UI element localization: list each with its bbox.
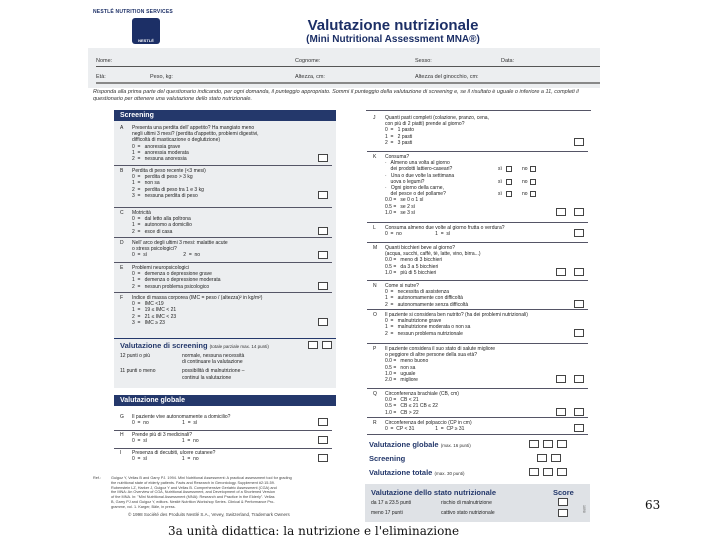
- answer-option: 3 = nessuna perdita di peso: [132, 192, 198, 199]
- patient-fields: [88, 48, 600, 88]
- score-box[interactable]: [318, 418, 328, 426]
- answer-option: 1.0 = più di 5 bicchieri: [385, 269, 437, 276]
- question-text: Il paziente si considera ben nutrito? (ha dei problemi nutrizionali): [385, 312, 528, 318]
- checkbox-no[interactable]: [530, 179, 536, 185]
- answer-option: · Ogni giorno della carne,: [385, 185, 444, 192]
- answer-option: · Una o due volte la settimana: [385, 172, 455, 179]
- score-box[interactable]: [574, 300, 584, 308]
- answer-option: 2 = esce di casa: [132, 228, 173, 235]
- answer-option: 0.0 = CB < 21: [385, 397, 419, 404]
- reference-line: Guigoz Y, Vellas B and Garry PJ. 1994. Mini Nutritional Assessment: A practical assessment tool for grading: [111, 476, 292, 480]
- score-box[interactable]: [308, 341, 318, 349]
- divider: [114, 430, 332, 431]
- divider: [367, 222, 588, 223]
- slide-footer: 3a unità didattica: la nutrizione e l'eliminazione: [168, 524, 460, 538]
- answer-option: 2.0 = migliore: [385, 377, 418, 384]
- field-altezza: Altezza, cm:: [295, 74, 325, 80]
- question-n: [373, 283, 588, 308]
- question-text: Presenza di decubiti, ulcere cutanee?: [132, 450, 216, 456]
- score-box[interactable]: [551, 454, 561, 462]
- total-title: Valutazione totale: [369, 468, 433, 477]
- answer-option: 0 = demenza o depressione grave: [132, 271, 212, 278]
- question-text: Come si nutre?: [385, 283, 419, 289]
- question-a: [120, 125, 332, 162]
- checkbox-no[interactable]: [530, 191, 536, 197]
- question-letter: E: [120, 265, 124, 271]
- divider: [367, 242, 588, 243]
- answer-option: 3 = IMC ≥ 23: [132, 319, 165, 326]
- answer-option: 0 = 1 pasto: [385, 127, 415, 134]
- score-box[interactable]: [318, 154, 328, 162]
- question-letter: K: [373, 154, 377, 160]
- checkbox-label-no: no: [522, 191, 528, 198]
- answer-option: 0 = sì 2 = no: [132, 252, 201, 259]
- form-title: Valutazione nutrizionale (Mini Nutritional Assessment MNA®): [306, 17, 480, 45]
- divider: [367, 309, 588, 310]
- score-box[interactable]: [318, 282, 328, 290]
- answer-option: 2 = nessun problema psicologico: [132, 283, 210, 290]
- checkbox-label-yes: sì: [498, 166, 502, 173]
- answer-option: 0 = IMC <19: [132, 301, 164, 308]
- answer-option: 0.5 = da 3 a 5 bicchieri: [385, 263, 439, 270]
- divider: [114, 292, 332, 293]
- checkbox-label-no: no: [522, 166, 528, 173]
- answer-option: 1 = non sa: [132, 180, 160, 187]
- total-row: [369, 454, 405, 463]
- question-text: Circonferenza brachiale (CB, cm): [385, 391, 459, 397]
- question-text: Quanti pasti completi (colazione, pranzo, cena,: [385, 115, 489, 121]
- form-code: 1098: [582, 505, 586, 513]
- screening-interpretation: 12 punti o più normale, nessuna necessità di continuare la valutazione 11 punti o meno possibilità di malnutrizione – continui la valutazione: [120, 353, 245, 381]
- answer-option: 0 = no 1 = sì: [132, 420, 198, 427]
- answer-option: 2 = nessuna anoressia: [132, 156, 187, 163]
- question-b: [120, 168, 332, 199]
- field-peso: Peso, kg:: [150, 74, 173, 80]
- question-o: [373, 312, 588, 337]
- score-box[interactable]: [318, 191, 328, 199]
- total-note: (max. 16 punti): [440, 443, 471, 448]
- field-cognome: Cognome:: [295, 58, 321, 64]
- divider: [114, 448, 332, 449]
- reference-line: the MNA: An Overview of CGA, Nutritional Assessment, and Development of a Shortened Version: [111, 490, 275, 495]
- answer-option: 2 = perdita di peso tra 1 e 3 kg: [132, 186, 204, 193]
- score-box[interactable]: [318, 318, 328, 326]
- question-letter: O: [373, 312, 377, 318]
- divider: [114, 262, 332, 263]
- answer-option: 0.5 = non sa: [385, 364, 416, 371]
- answer-option: 0.0 = meno buono: [385, 358, 429, 365]
- divider: [366, 110, 591, 111]
- answer-option: dei prodotti lattiero-caseari?: [385, 166, 453, 173]
- answer-option: 2 = 3 pasti: [385, 139, 413, 146]
- field-nome: Nome:: [96, 58, 113, 64]
- answer-option: 1 = demenza o depressione moderata: [132, 277, 221, 284]
- question-r: [373, 420, 588, 432]
- score-box[interactable]: [318, 454, 328, 462]
- instructions: Risponda alla prima parte del questionario indicando, per ogni domanda, il punteggio appropriato. Sommi il punteggio della valutazione di screening e, se il risultato è uguale o inferiore a 11, completi il questionario per ottenere una valutazione dello stato nutrizionale.: [93, 89, 579, 102]
- total-title: Screening: [369, 454, 406, 463]
- question-text: Il paziente considera il suo stato di salute migliore: [385, 346, 496, 352]
- question-letter: G: [120, 414, 124, 420]
- reference-line: Rubenstein LZ, Harker J, Guigoz Y and Vellas B. Comprehensive Geriatric Assessment (CGA) and: [111, 485, 277, 490]
- field-sesso: Sesso:: [415, 58, 432, 64]
- field-ginocchio: Altezza del ginocchio, cm:: [415, 74, 479, 80]
- divider: [367, 343, 588, 344]
- answer-option: 1 = 19 ≤ IMC < 21: [132, 307, 177, 314]
- answer-option: 1 = malnutrizione moderata o non sa: [385, 324, 471, 331]
- score-box[interactable]: [537, 454, 547, 462]
- question-text: Indice di massa corporea (IMC = peso / (altezza)² in kg/m²): [132, 295, 263, 301]
- score-box[interactable]: [318, 251, 328, 259]
- copyright: © 1998 Société des Produits Nestlé S.A., Vevey, Switzerland, Trademark Owners: [128, 512, 290, 517]
- score-box[interactable]: [574, 329, 584, 337]
- answer-option: uova o legumi?: [385, 178, 425, 185]
- score-box[interactable]: [543, 468, 553, 476]
- score-box[interactable]: [529, 440, 539, 448]
- question-text: Consuma almeno due volte al giorno frutta o verdura?: [385, 225, 505, 231]
- score-box[interactable]: [574, 424, 584, 432]
- question-letter: Q: [373, 391, 377, 397]
- checkbox-yes[interactable]: [506, 166, 512, 172]
- question-text: difficoltà di masticazione o deglutizione): [132, 137, 221, 144]
- answer-option: 0 = malnutrizione grave: [385, 318, 442, 325]
- score-box[interactable]: [556, 208, 566, 216]
- score-box[interactable]: [574, 408, 584, 416]
- total-title: Valutazione globale: [369, 440, 439, 449]
- question-k: [373, 154, 588, 216]
- divider: [367, 151, 588, 152]
- question-h: [120, 432, 332, 444]
- answer-option: 0 = perdita di peso > 3 kg: [132, 174, 193, 181]
- question-letter: C: [120, 210, 124, 216]
- answer-option: 0 = no 1 = sì: [385, 231, 451, 238]
- reference-line: B, Garry PJ and Guigoz Y, editors. Nestlé Nutrition Workshop Series. Clinical & Performance Pro-: [111, 499, 275, 504]
- checkbox-yes[interactable]: [506, 191, 512, 197]
- brand-label: NESTLÉ NUTRITION SERVICES: [93, 9, 173, 15]
- answer-option: · Almeno una volta al giorno: [385, 160, 450, 167]
- score-box[interactable]: [318, 436, 328, 444]
- question-text: o stress psicologici?: [132, 246, 177, 253]
- question-text: Quanti bicchieri beve al giorno?: [385, 245, 456, 251]
- question-text: (acqua, succhi, caffè, tè, latte, vino, birra...): [385, 251, 481, 258]
- question-letter: R: [373, 420, 377, 426]
- divider: [367, 280, 588, 281]
- score-box[interactable]: [543, 440, 553, 448]
- score-box[interactable]: [574, 375, 584, 383]
- question-text: Consuma?: [385, 154, 410, 160]
- question-letter: B: [120, 168, 124, 174]
- answer-option: 0.5 = CB ≤ 21 CB ≤ 22: [385, 403, 438, 410]
- status-box[interactable]: [558, 498, 568, 506]
- question-text: Il paziente vive autonomamente a domicilio?: [132, 414, 231, 420]
- question-letter: D: [120, 240, 124, 246]
- question-c: [120, 210, 332, 235]
- question-g: [120, 414, 332, 426]
- checkbox-label-yes: sì: [498, 191, 502, 198]
- score-box[interactable]: [557, 440, 567, 448]
- question-letter: P: [373, 346, 377, 352]
- score-box[interactable]: [574, 208, 584, 216]
- answer-option: 1.0 = CB > 22: [385, 409, 419, 416]
- question-text: Presenta una perdita dell' appetito? Ha mangiato meno: [132, 125, 255, 131]
- checkbox-no[interactable]: [530, 166, 536, 172]
- status-title: Valutazione dello stato nutrizionale: [371, 488, 497, 497]
- checkbox-label-no: no: [522, 178, 528, 185]
- question-text: Circonferenza del polpaccio (CP in cm): [385, 420, 472, 426]
- status-box[interactable]: [558, 509, 568, 517]
- divider: [367, 417, 588, 418]
- references: Ref.: Guigoz Y, Vellas B and Garry PJ. 1994. Mini Nutritional Assessment: A practical assessment tool for grading the nutritional state of elderly patients. Facts and Research in Gerontology. Supplement #2:15-59. Rubenstein LZ, Harker J, Guigoz Y and Vellas B. Comprehensive Geriatric Assessment (CGA) and the MNA: An Overview of CGA, Nutritional Assessment, and Development of a Shortened Version of the MNA. In: "Mini Nutritional Assessment (MNA): Research and Practice in the Elderly". Vellas B, Garry PJ and Guigoz Y, editors. Nestlé Nutrition Workshop Series. Clinical & Performance Pro- gramme, vol. 1. Karger, Bâle, in press.: [93, 476, 292, 509]
- answer-option: 1.0 = uguale: [385, 370, 416, 377]
- question-l: [373, 225, 588, 237]
- question-text: Problemi neuropsicologici: [132, 265, 189, 271]
- question-letter: M: [373, 245, 378, 251]
- mna-form-image: [88, 0, 600, 532]
- question-letter: F: [120, 295, 124, 301]
- question-letter: I: [120, 450, 122, 456]
- question-letter: H: [120, 432, 124, 438]
- answer-option: 0 = sì 1 = no: [132, 438, 199, 445]
- score-box[interactable]: [318, 227, 328, 235]
- total-note: (max. 30 punti): [434, 471, 465, 476]
- field-data: Data:: [501, 58, 515, 64]
- score-box[interactable]: [574, 268, 584, 276]
- score-box[interactable]: [556, 268, 566, 276]
- score-box[interactable]: [574, 138, 584, 146]
- question-e: [120, 265, 332, 290]
- question-letter: J: [373, 115, 376, 121]
- question-letter: A: [120, 125, 124, 131]
- score-box[interactable]: [574, 229, 584, 237]
- question-text: Motricità: [132, 210, 151, 216]
- checkbox-yes[interactable]: [506, 179, 512, 185]
- question-j: [373, 115, 588, 146]
- question-letter: N: [373, 283, 377, 289]
- answer-option: 0 = necessita di assistenza: [385, 289, 450, 296]
- divider: [114, 207, 332, 208]
- question-text: negli ultimi 3 mesi? (perdita d'appetito, problemi digestivi,: [132, 131, 259, 138]
- answer-option: 0.5 = se 2 sì: [385, 203, 416, 210]
- answer-option: 0 = anoressia grave: [132, 143, 181, 150]
- question-text: Nell' arco degli ultimi 3 mesi: malattie acute: [132, 240, 228, 246]
- score-label: Score: [553, 488, 574, 497]
- score-box[interactable]: [529, 468, 539, 476]
- reference-line: gramme, vol. 1. Karger, Bâle, in press.: [111, 504, 176, 509]
- score-box[interactable]: [557, 468, 567, 476]
- reference-line: of the MNA. In: "Mini Nutritional Assessment (MNA): Research and Practice in the Elderly". Vellas: [111, 495, 275, 500]
- page-number: 63: [645, 498, 661, 512]
- question-d: [120, 240, 332, 259]
- divider: [114, 237, 332, 238]
- logo-text: NESTLÉ: [138, 38, 154, 43]
- answer-option: 0.0 = se 0 o 1 sì: [385, 197, 424, 204]
- total-row: [369, 440, 471, 449]
- question-text: con più di 2 piatti) prende al giorno?: [385, 121, 465, 128]
- answer-option: 0 = dal letto alla poltrona: [132, 216, 191, 223]
- total-row: [369, 468, 464, 477]
- answer-option: 2 = nessun problema nutrizionale: [385, 330, 463, 337]
- checkbox-label-yes: sì: [498, 178, 502, 185]
- answer-option: 0 = sì 1 = no: [132, 456, 199, 463]
- answer-option: 0.0 = meno di 3 bicchieri: [385, 257, 443, 264]
- globale-header: Valutazione globale: [114, 395, 336, 406]
- answer-option: 1.0 = se 3 sì: [385, 209, 416, 216]
- nutritional-status-box: Valutazione dello stato nutrizionale Score da 17 a 23.5 punti rischio di malnutrizione meno 17 punti cattivo stato nutrizionale: [365, 484, 590, 522]
- question-f: [120, 295, 332, 326]
- score-box[interactable]: [556, 375, 566, 383]
- question-text: Perdita di peso recente (<3 mesi): [132, 168, 206, 174]
- answer-option: del pesce o del pollame?: [385, 191, 446, 198]
- answer-option: 1 = autonomamente con difficoltà: [385, 295, 463, 302]
- reference-line: the nutritional state of elderly patients. Facts and Research in Gerontology. Supplement #2:15-59.: [111, 480, 275, 485]
- answer-option: 2 = autonomamente senza difficoltà: [385, 301, 469, 308]
- question-text: Prende più di 3 medicinali?: [132, 432, 193, 438]
- question-text: o peggiore di altre persone della sua età?: [385, 352, 478, 359]
- divider: [367, 434, 588, 435]
- field-eta: Età:: [96, 74, 106, 80]
- question-letter: L: [373, 225, 376, 231]
- answer-option: 1 = anoressia moderata: [132, 149, 189, 156]
- divider: [114, 165, 332, 166]
- score-box[interactable]: [556, 408, 566, 416]
- question-i: [120, 450, 332, 462]
- screening-header: Screening: [114, 110, 336, 121]
- score-box[interactable]: [322, 341, 332, 349]
- answer-option: 0 = CP < 31 1 = CP ≥ 31: [385, 426, 465, 433]
- answer-option: 2 = 21 ≤ IMC < 23: [132, 313, 177, 320]
- answer-option: 1 = 2 pasti: [385, 133, 413, 140]
- answer-option: 1 = autonomo a domicilio: [132, 222, 192, 229]
- divider: [367, 388, 588, 389]
- screening-total-title: Valutazione di screening (totale parziale max. 14 punti): [120, 341, 269, 350]
